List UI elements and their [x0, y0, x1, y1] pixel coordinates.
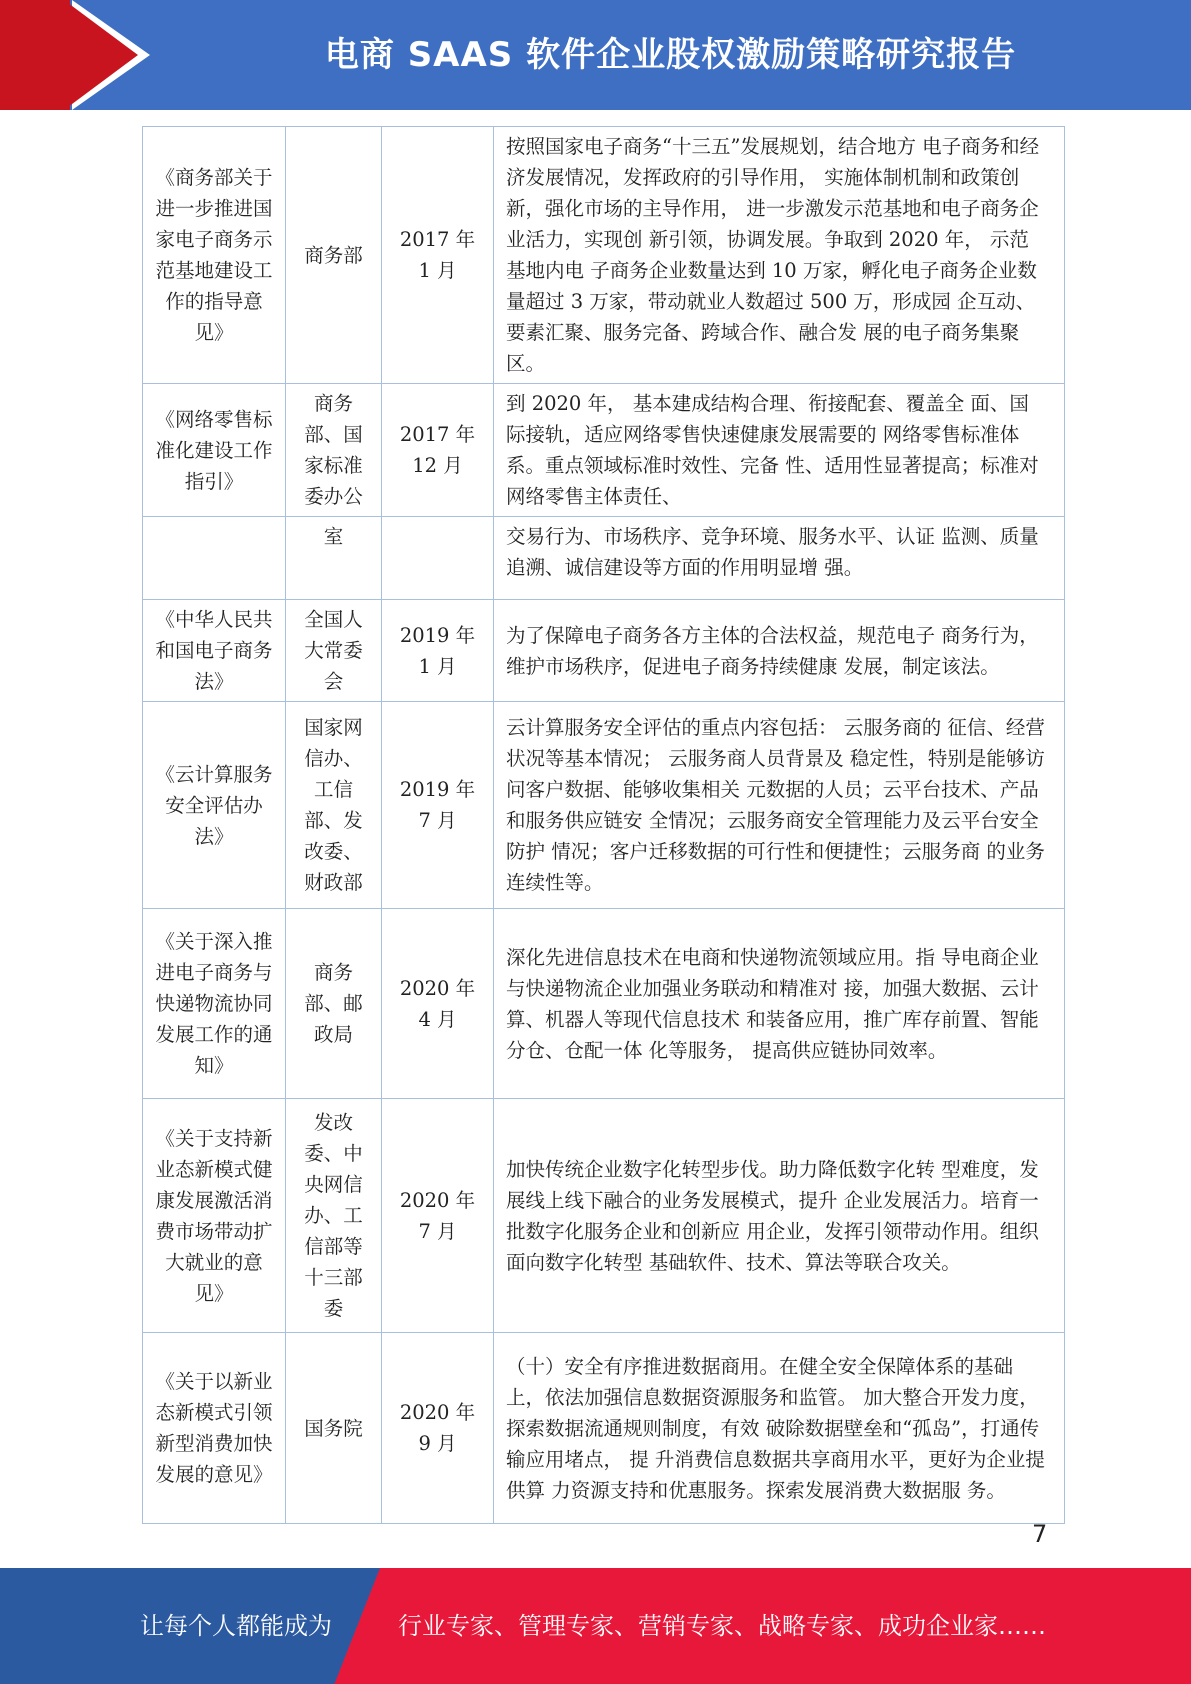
table-row [143, 702, 1065, 909]
policy-name: 《网络零售标准化建设工作指引》 [143, 384, 286, 517]
policy-date: 2019 年 7 月 [382, 702, 494, 909]
policy-dept: 商务部 [286, 127, 382, 384]
policy-dept: 室 [286, 517, 382, 600]
policy-content: （十）安全有序推进数据商用。在健全安全保障体系的基础上，依法加强信息数据资源服务和监管。 加大整合开发力度， 探索数据流通规则制度，有效 破除数据壁垒和“孤岛”，打通传输应用堵点， 提 升消费信息数据共享商用水平，更好为企业提供算 力资源支持和优惠服务。探索发展消费大数据服 务。 [494, 1333, 1065, 1524]
table-row [143, 384, 1065, 517]
policy-dept: 发改委、中央网信办、工信部等十三部委 [286, 1099, 382, 1333]
report-title: 电商 SAAS 软件企业股权激励策略研究报告 [324, 35, 1017, 75]
policy-dept: 商务部、国家标准委办公 [286, 384, 382, 517]
policy-content: 交易行为、市场秩序、竞争环境、服务水平、认证 监测、质量追溯、诚信建设等方面的作用明显增 强。 [494, 517, 1065, 600]
policy-table [142, 126, 1065, 1524]
policy-date: 2020 年 4 月 [382, 909, 494, 1099]
header-chevron-red [64, 0, 138, 110]
policy-date: 2020 年 7 月 [382, 1099, 494, 1333]
page-header [0, 0, 1191, 110]
policy-name: 《商务部关于进一步推进国家电子商务示范基地建设工作的指导意见》 [143, 127, 286, 384]
policy-date: 2019 年 1 月 [382, 600, 494, 702]
policy-date: 2020 年 9 月 [382, 1333, 494, 1524]
policy-content: 深化先进信息技术在电商和快递物流领域应用。指 导电商企业与快递物流企业加强业务联动和精准对 接，加强大数据、云计算、机器人等现代信息技术 和装备应用，推广库存前置、智能分仓、仓配一体 化等服务， 提高供应链协同效率。 [494, 909, 1065, 1099]
table-row [143, 1099, 1065, 1333]
policy-name: 《云计算服务安全评估办法》 [143, 702, 286, 909]
policy-date: 2017 年 12 月 [382, 384, 494, 517]
policy-name: 《关于以新业态新模式引领新型消费加快发展的意见》 [143, 1333, 286, 1524]
policy-name: 《中华人民共和国电子商务法》 [143, 600, 286, 702]
policy-content: 云计算服务安全评估的重点内容包括： 云服务商的 征信、经营状况等基本情况； 云服务商人员背景及 稳定性，特别是能够访问客户数据、能够收集相关 元数据的人员；云平台技术、产品和服务供应链安 全情况；云服务商安全管理能力及云平台安全防护 情况；客户迁移数据的可行性和便捷性；云服务商 的业务连续性等。 [494, 702, 1065, 909]
policy-name: 《关于深入推进电子商务与快递物流协同发展工作的通知》 [143, 909, 286, 1099]
table-row [143, 1333, 1065, 1524]
policy-dept: 国务院 [286, 1333, 382, 1524]
policy-content: 到 2020 年， 基本建成结构合理、衔接配套、覆盖全 面、国际接轨，适应网络零售快速健康发展需要的 网络零售标准体系。重点领域标准时效性、完备 性、适用性显著提高；标准对网络零售主体责任、 [494, 384, 1065, 517]
policy-date: 2017 年 1 月 [382, 127, 494, 384]
policy-content: 按照国家电子商务“十三五”发展规划，结合地方 电子商务和经济发展情况，发挥政府的引导作用， 实施体制机制和政策创新，强化市场的主导作用， 进一步激发示范基地和电子商务企业活力，实现创 新引领，协调发展。争取到 2020 年， 示范基地内电 子商务企业数量达到 10 万家，孵化电子商务企业数 量超过 3 万家，带动就业人数超过 500 万，形成园 企互动、要素汇聚、服务完备、跨域合作、融合发 展的电子商务集聚区。 [494, 127, 1065, 384]
policy-dept: 全国人大常委会 [286, 600, 382, 702]
policy-name: 《关于支持新业态新模式健康发展激活消费市场带动扩大就业的意见》 [143, 1099, 286, 1333]
policy-dept: 国家网信办、工信部、发改委、财政部 [286, 702, 382, 909]
policy-content: 加快传统企业数字化转型步伐。助力降低数字化转 型难度，发展线上线下融合的业务发展模式，提升 企业发展活力。培育一批数字化服务企业和创新应 用企业，发挥引领带动作用。组织面向数字化转型 基础软件、技术、算法等联合攻关。 [494, 1099, 1065, 1333]
page-number: 7 [1032, 1520, 1048, 1548]
footer-slogan-left: 让每个人都能成为 [140, 1612, 332, 1640]
page-footer [0, 1568, 1191, 1684]
header-red-block [0, 0, 70, 110]
policy-dept: 商务部、邮政局 [286, 909, 382, 1099]
policy-date [382, 517, 494, 600]
footer-slogan-right: 行业专家、管理专家、营销专家、战略专家、成功企业家…… [398, 1612, 1046, 1640]
table-row [143, 517, 1065, 600]
policy-name [143, 517, 286, 600]
table-row [143, 127, 1065, 384]
table-row [143, 600, 1065, 702]
table-row [143, 909, 1065, 1099]
policy-content: 为了保障电子商务各方主体的合法权益，规范电子 商务行为， 维护市场秩序，促进电子商务持续健康 发展，制定该法。 [494, 600, 1065, 702]
